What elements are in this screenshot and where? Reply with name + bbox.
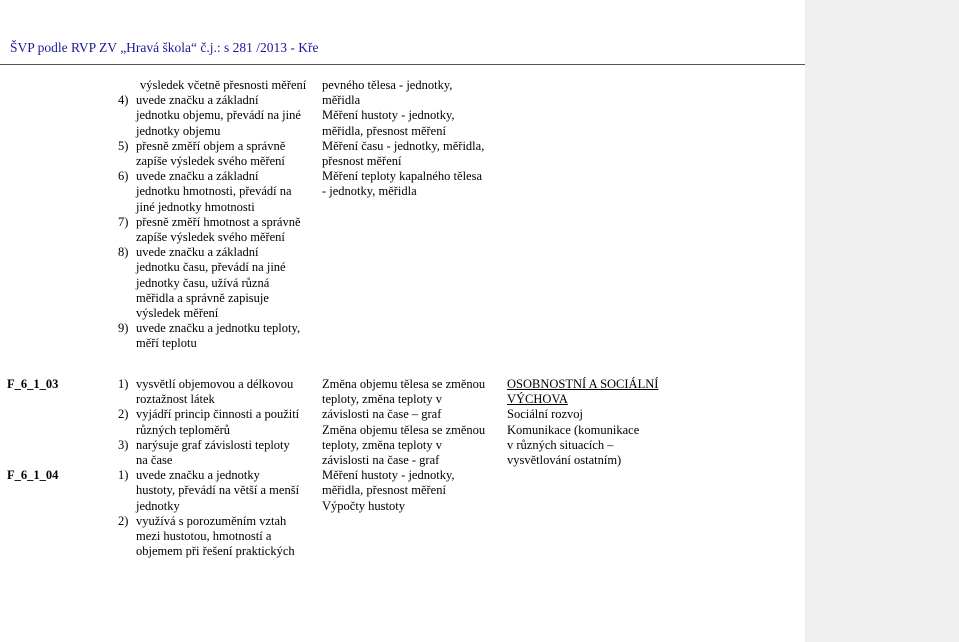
outcomes-03-list — [118, 377, 318, 468]
content-line: Výpočty hustoty — [322, 498, 405, 513]
outcome-line: uvede značku a základní — [136, 93, 259, 108]
outcome-line: jednotku objemu, převádí na jiné — [136, 108, 301, 123]
outcome-line: jednotku hmotnosti, převádí na — [136, 184, 292, 199]
content-line: měřidla — [322, 93, 361, 108]
outcome-line: jiné jednotky hmotnosti — [136, 199, 255, 214]
crosscut-line: Komunikace (komunikace — [507, 422, 640, 437]
outcome-line: vysvětlí objemovou a délkovou — [136, 377, 294, 391]
content-line: závislosti na čase – graf — [322, 407, 442, 422]
outcome-line: roztažnost látek — [136, 392, 215, 407]
comment-margin — [805, 0, 959, 642]
outcome-item — [118, 93, 318, 139]
bottom-content-cell — [322, 377, 512, 514]
outcome-line: objemem při řešení praktických — [136, 544, 295, 559]
content-line: pevného tělesa - jednotky, — [322, 78, 453, 92]
header-divider — [0, 64, 805, 65]
outcome-line: měří teplotu — [136, 336, 197, 351]
content-line: Měření času - jednotky, měřidla, — [322, 138, 485, 153]
content-line: Měření teploty kapalného tělesa — [322, 169, 483, 184]
content-line: měřidla, přesnost měření — [322, 123, 446, 138]
outcome-item — [118, 514, 318, 560]
content-line: přesnost měření — [322, 154, 402, 169]
outcome-item — [118, 321, 318, 351]
outcome-line: různých teploměrů — [136, 422, 231, 437]
content-line: - jednotky, měřidla — [322, 184, 417, 199]
outcome-line: měřidla a správně zapisuje — [136, 290, 269, 305]
outcome-line: uvede značku a základní — [136, 245, 259, 260]
outcome-number: 8) — [118, 245, 129, 260]
outcome-number: 5) — [118, 138, 129, 153]
outcome-line: vyjádří princip činnosti a použití — [136, 407, 300, 422]
outcome-line: využívá s porozuměním vztah — [136, 513, 287, 528]
outcomes-04-list — [118, 468, 318, 559]
document-header: ŠVP podle RVP ZV „Hravá škola“ č.j.: s 281 /2013 - Kře — [10, 40, 319, 55]
outcome-line: zapíše výsledek svého měření — [136, 154, 285, 169]
outcome-item — [118, 215, 318, 245]
content-line: měřidla, přesnost měření — [322, 483, 446, 498]
crosscut-line: vysvětlování ostatním) — [507, 453, 622, 468]
outcome-number: 7) — [118, 214, 129, 229]
outcome-item — [118, 407, 318, 437]
outcome-line: výsledek měření — [136, 306, 219, 321]
outcome-number: 2) — [118, 407, 129, 422]
content-line: Změna objemu tělesa se změnou — [322, 422, 486, 437]
outcome-number: 3) — [118, 437, 129, 452]
outcome-number: 1) — [118, 377, 129, 391]
outcome-line: jednotky času, užívá různá — [136, 275, 270, 290]
crosscut-line: OSOBNOSTNÍ A SOCIÁLNÍ — [507, 377, 659, 391]
outcome-line: přesně změří objem a správně — [136, 138, 286, 153]
outcome-line: přesně změří hmotnost a správně — [136, 214, 301, 229]
outcome-number: 1) — [118, 468, 129, 483]
outcome-item — [118, 438, 318, 468]
content-line: teploty, změna teploty v — [322, 437, 442, 452]
outcome-line: uvede značku a jednotky — [136, 468, 260, 483]
outcome-line: uvede značku a jednotku teploty, — [136, 321, 301, 336]
outcome-item — [118, 169, 318, 215]
content-line: závislosti na čase - graf — [322, 453, 440, 468]
outcome-line: zapíše výsledek svého měření — [136, 230, 285, 245]
outcome-number: 6) — [118, 169, 129, 184]
outcome-item — [118, 377, 318, 407]
outcome-number: 9) — [118, 321, 129, 336]
outcome-line: na čase — [136, 453, 173, 468]
outcome-item — [118, 245, 318, 321]
outcome-line: jednotku času, převádí na jiné — [136, 260, 286, 275]
outcome-item — [118, 139, 318, 169]
content-line: teploty, změna teploty v — [322, 392, 442, 407]
outcome-continuation: výsledek včetně přesnosti měření — [140, 78, 307, 92]
outcome-line: jednotky — [136, 498, 180, 513]
bottom-outcomes-cell — [118, 377, 318, 559]
outcome-number: 2) — [118, 513, 129, 528]
top-outcomes-cell — [118, 78, 318, 352]
crosscut-line: VÝCHOVA — [507, 392, 568, 407]
crosscut-line: Sociální rozvoj — [507, 407, 584, 422]
outcome-number: 4) — [118, 93, 129, 108]
top-content-cell — [322, 78, 512, 200]
content-line: Měření hustoty - jednotky, — [322, 468, 455, 483]
outcome-line: mezi hustotou, hmotností a — [136, 529, 272, 544]
outcome-line: jednotky objemu — [136, 123, 221, 138]
outcome-line: narýsuje graf závislosti teploty — [136, 437, 290, 452]
top-outcomes-list — [118, 93, 318, 351]
crosscut-line: v různých situacích – — [507, 437, 614, 452]
code-f-6-1-04: F_6_1_04 — [7, 468, 59, 482]
content-line: Změna objemu tělesa se změnou — [322, 377, 486, 391]
code-f-6-1-03: F_6_1_03 — [7, 377, 59, 391]
outcome-line: hustoty, převádí na větší a menší — [136, 483, 300, 498]
outcome-line: uvede značku a základní — [136, 169, 259, 184]
outcome-item — [118, 468, 318, 514]
crosscut-cell — [507, 377, 707, 468]
content-line: Měření hustoty - jednotky, — [322, 108, 455, 123]
